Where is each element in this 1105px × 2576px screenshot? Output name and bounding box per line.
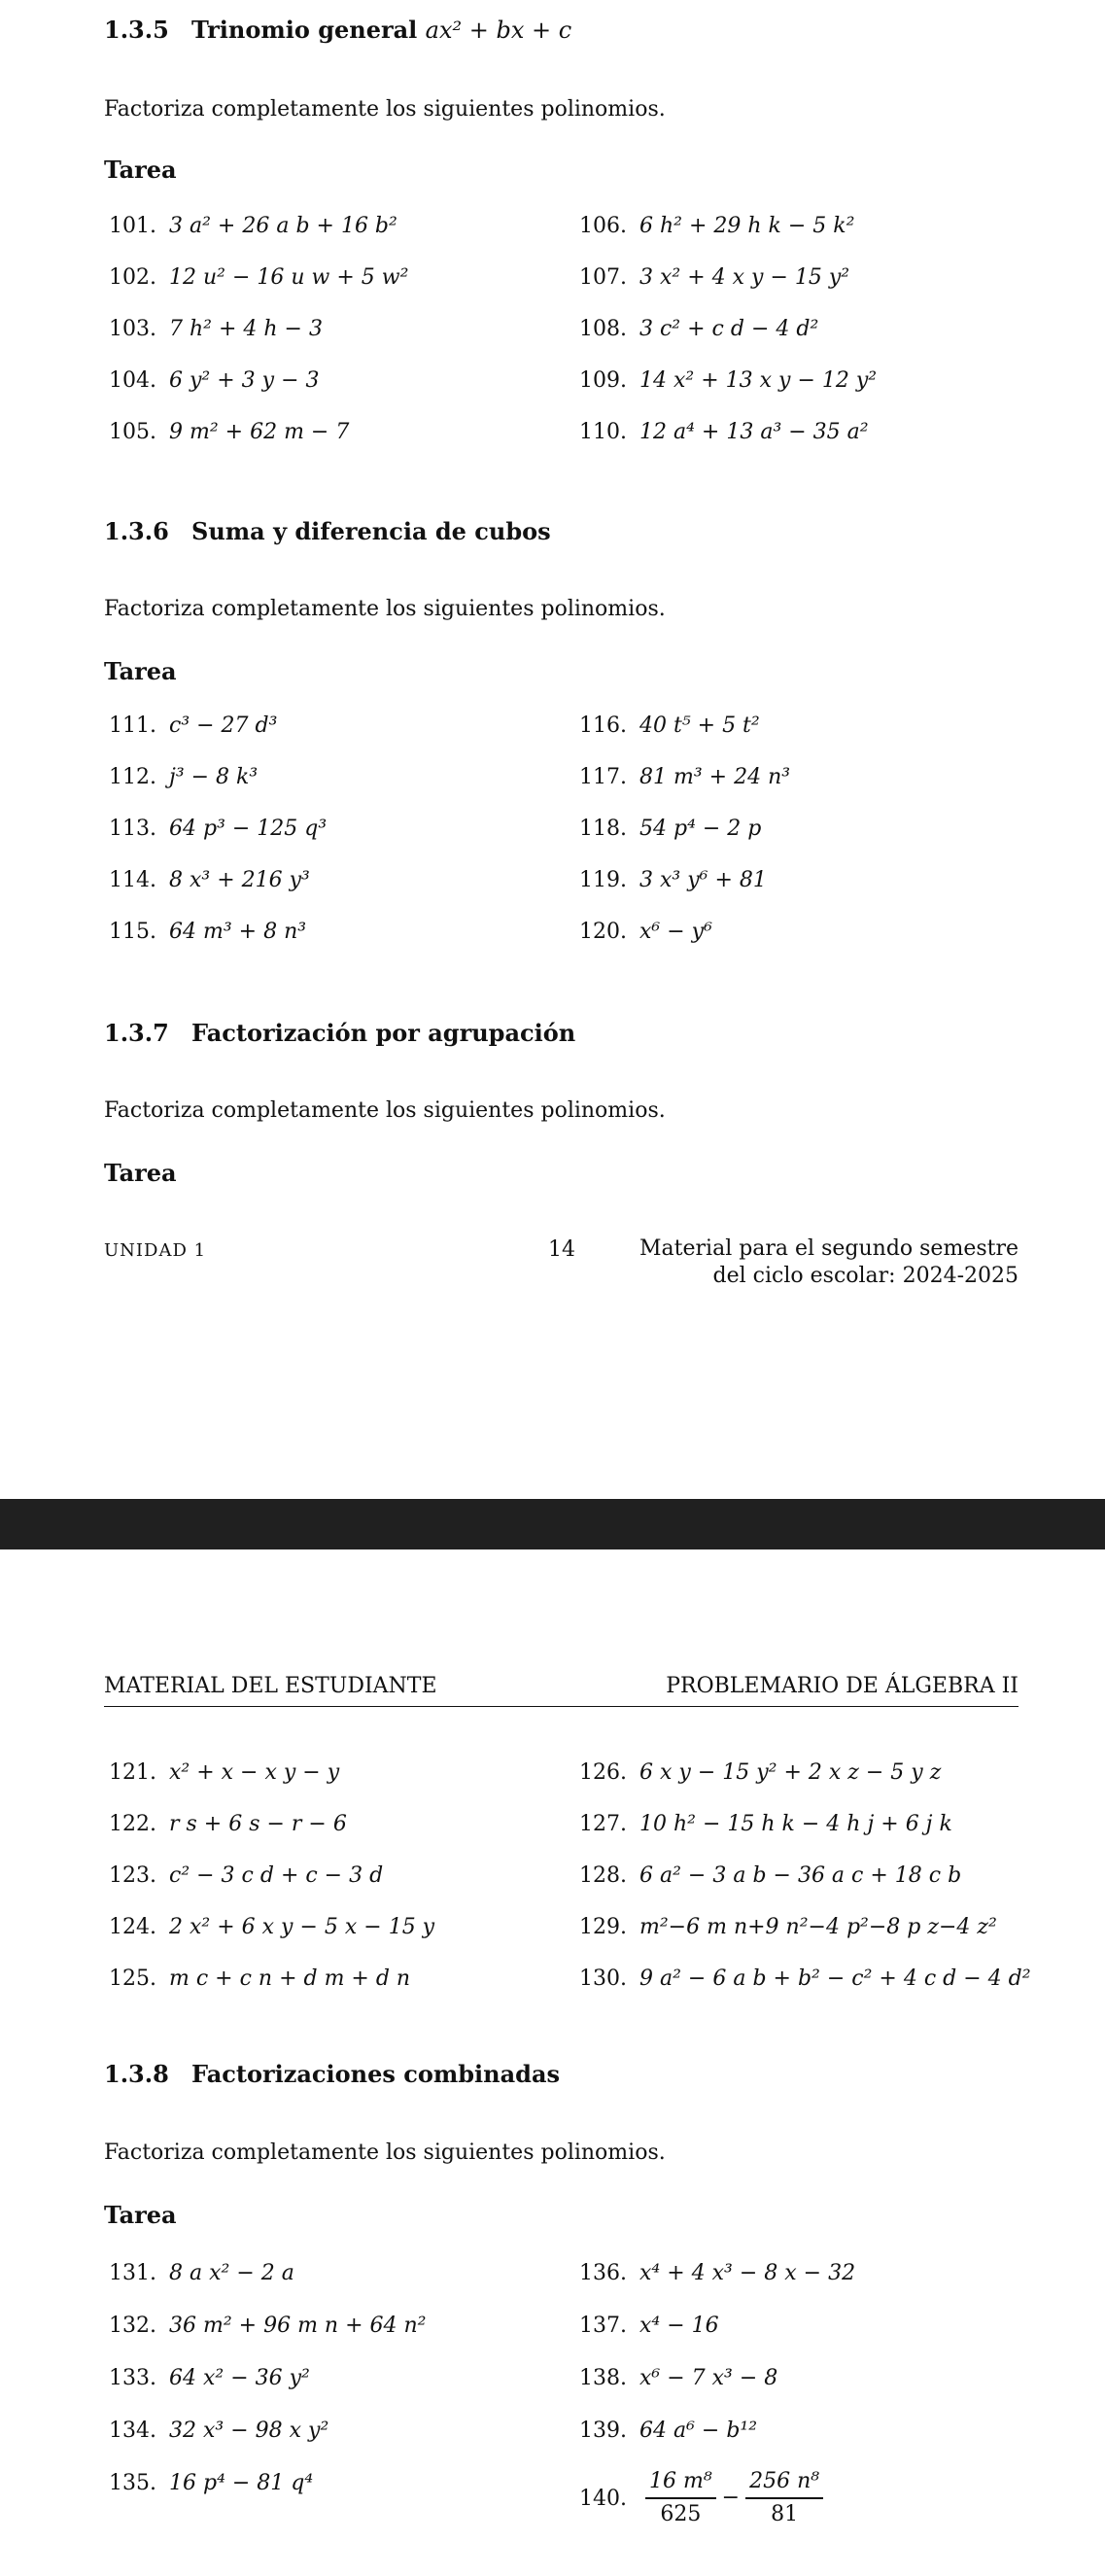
exercise-list-right xyxy=(579,2253,855,2533)
section-title-1-3-8: 1.3.8 Factorizaciones combinadas xyxy=(104,2060,561,2088)
exercise-item: 132. 36 m² + 96 m n + 64 n² xyxy=(109,2313,427,2338)
exercise-item: 119. 3 x³ y⁶ + 81 xyxy=(579,867,767,892)
exercise-item: 136. x⁴ + 4 x³ − 8 x − 32 xyxy=(579,2260,856,2285)
exercise-item: 114. 8 x³ + 216 y³ xyxy=(109,867,310,892)
exercise-item: 138. x⁶ − 7 x³ − 8 xyxy=(579,2365,778,2390)
exercise-item: 118. 54 p⁴ − 2 p xyxy=(579,816,762,841)
page-divider xyxy=(0,1499,1105,1549)
exercise-item: 104. 6 y² + 3 y − 3 xyxy=(109,367,320,393)
exercise-item: 111. c³ − 27 d³ xyxy=(109,713,278,738)
exercise-item: 112. j³ − 8 k³ xyxy=(109,764,259,789)
exercise-item: 121. x² + x − x y − y xyxy=(109,1759,340,1785)
section-intro: Factoriza completamente los siguientes polinomios. xyxy=(104,2141,666,2165)
exercise-item: 106. 6 h² + 29 h k − 5 k² xyxy=(579,213,855,238)
exercise-item: 124. 2 x² + 6 x y − 5 x − 15 y xyxy=(109,1914,435,1939)
section-intro: Factoriza completamente los siguientes polinomios. xyxy=(104,1098,666,1123)
exercise-item: 129. m²−6 m n+9 n²−4 p²−8 p z−4 z² xyxy=(579,1914,997,1939)
header-right: PROBLEMARIO DE ÁLGEBRA II xyxy=(666,1674,1019,1698)
exercise-item: 134. 32 x³ − 98 x y² xyxy=(109,2418,329,2443)
exercise-list-left xyxy=(109,1753,434,1998)
section-title-math: ax² + bx + c xyxy=(425,17,572,44)
exercise-list-left xyxy=(109,206,408,451)
exercise-item: 105. 9 m² + 62 m − 7 xyxy=(109,419,350,444)
exercise-item: 140. $\frac{\text{16 m⁸}}{625}$ − $\frac{\text{256 n⁸}}{81}$ xyxy=(579,2463,855,2533)
section-title-1-3-6: 1.3.6 Suma y diferencia de cubos xyxy=(104,517,551,545)
header-rule xyxy=(104,1706,1019,1707)
exercise-list-right xyxy=(579,706,790,951)
exercise-item: 125. m c + c n + d m + d n xyxy=(109,1966,411,1991)
exercise-item: 137. x⁴ − 16 xyxy=(579,2313,719,2338)
fraction-expression: $\frac{\text{16 m⁸}}{625}$ − $\frac{\text{256 n⁸}}{81}$ xyxy=(639,2468,829,2528)
fraction: $\frac{\text{256 n⁸}}{81}$ xyxy=(745,2468,823,2528)
exercise-item: 128. 6 a² − 3 a b − 36 a c + 18 c b xyxy=(579,1862,962,1888)
section-title-1-3-5: 1.3.5 Trinomio general ax² + bx + c xyxy=(104,16,572,44)
exercise-item: 102. 12 u² − 16 u w + 5 w² xyxy=(109,264,409,290)
exercise-item: 108. 3 c² + c d − 4 d² xyxy=(579,316,819,341)
exercise-item: 117. 81 m³ + 24 n³ xyxy=(579,764,791,789)
exercise-item: 127. 10 h² − 15 h k − 4 h j + 6 j k xyxy=(579,1811,952,1836)
tarea-heading: Tarea xyxy=(104,1159,177,1187)
exercise-item: 110. 12 a⁴ + 13 a³ − 35 a² xyxy=(579,419,869,444)
exercise-item: 115. 64 m³ + 8 n³ xyxy=(109,919,307,944)
exercise-item: 103. 7 h² + 4 h − 3 xyxy=(109,316,323,341)
section-intro: Factoriza completamente los siguientes polinomios. xyxy=(104,97,666,122)
exercise-item: 122. r s + 6 s − r − 6 xyxy=(109,1811,347,1836)
page-number: 14 xyxy=(548,1237,575,1262)
exercise-item: 113. 64 p³ − 125 q³ xyxy=(109,816,328,841)
tarea-heading: Tarea xyxy=(104,657,177,685)
fraction: $\frac{\text{16 m⁸}}{625}$ xyxy=(645,2468,716,2528)
footer-course-info: Material para el segundo semestre del ciclo escolar: 2024-2025 xyxy=(639,1236,1019,1288)
exercise-list-left xyxy=(109,2253,427,2502)
exercise-item: 116. 40 t⁵ + 5 t² xyxy=(579,713,760,738)
footer-unit: UNIDAD 1 xyxy=(104,1240,207,1261)
exercise-list-left xyxy=(109,706,327,951)
exercise-item: 139. 64 a⁶ − b¹² xyxy=(579,2418,758,2443)
exercise-item: 101. 3 a² + 26 a b + 16 b² xyxy=(109,213,397,238)
header-left: MATERIAL DEL ESTUDIANTE xyxy=(104,1674,437,1698)
exercise-item: 133. 64 x² − 36 y² xyxy=(109,2365,310,2390)
exercise-item: 135. 16 p⁴ − 81 q⁴ xyxy=(109,2470,314,2495)
exercise-item: 107. 3 x² + 4 x y − 15 y² xyxy=(579,264,850,290)
exercise-list-right xyxy=(579,206,877,451)
exercise-item: 126. 6 x y − 15 y² + 2 x z − 5 y z xyxy=(579,1759,942,1785)
exercise-list-right xyxy=(579,1753,1031,1998)
exercise-item: 109. 14 x² + 13 x y − 12 y² xyxy=(579,367,878,393)
section-title-1-3-7: 1.3.7 Factorización por agrupación xyxy=(104,1019,576,1047)
exercise-item: 131. 8 a x² − 2 a xyxy=(109,2260,294,2285)
exercise-item: 120. x⁶ − y⁶ xyxy=(579,919,712,944)
tarea-heading: Tarea xyxy=(104,2201,177,2229)
exercise-item: 123. c² − 3 c d + c − 3 d xyxy=(109,1862,384,1888)
tarea-heading: Tarea xyxy=(104,156,177,184)
section-intro: Factoriza completamente los siguientes polinomios. xyxy=(104,597,666,621)
exercise-item: 130. 9 a² − 6 a b + b² − c² + 4 c d − 4 d² xyxy=(579,1966,1031,1991)
